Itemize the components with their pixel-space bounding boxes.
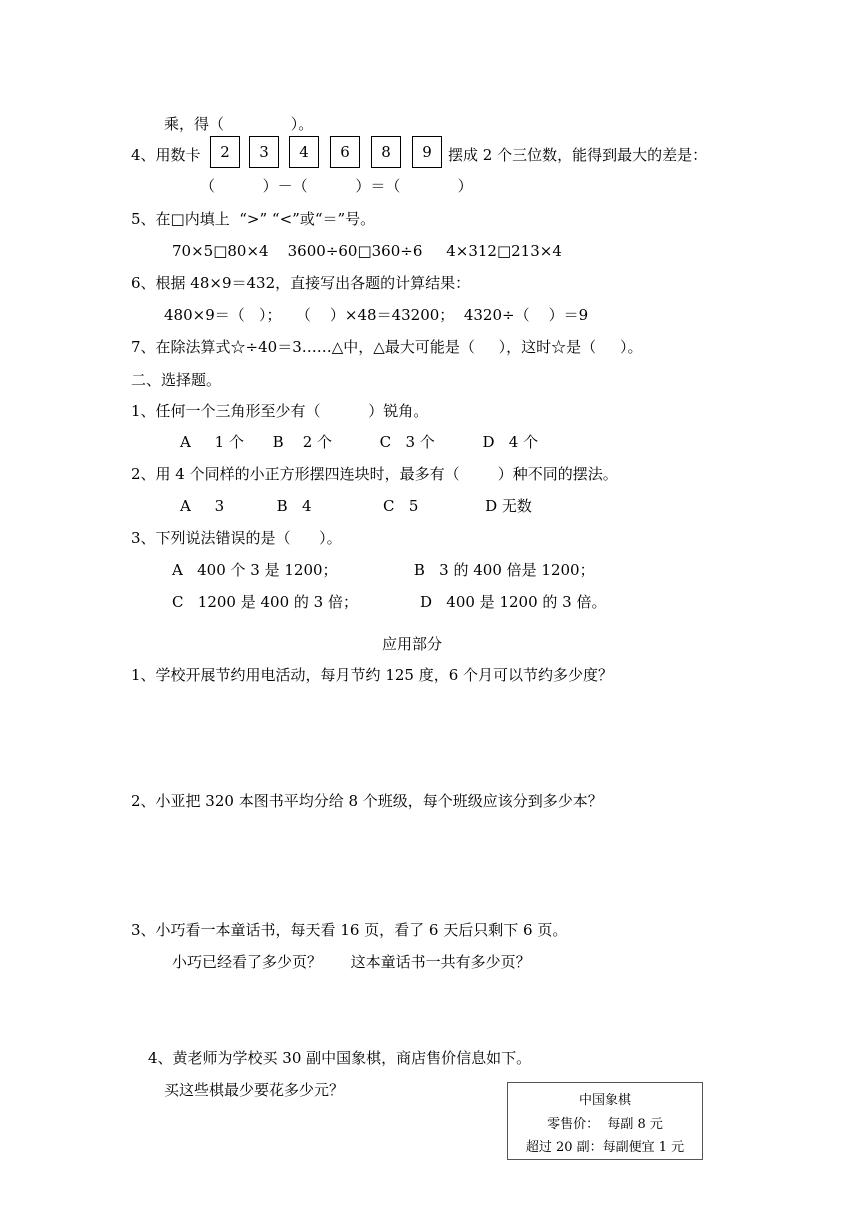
section-title-choice: 二、选择题。 xyxy=(131,371,222,389)
price-info-box xyxy=(507,1082,703,1160)
number-card: 4 xyxy=(289,136,319,168)
application-q4: 4、黄老师为学校买 30 副中国象棋，商店售价信息如下。 xyxy=(148,1049,532,1067)
number-card: 8 xyxy=(371,136,401,168)
choice-q1: 1、任何一个三角形至少有（ ）锐角。 xyxy=(131,402,429,420)
fill-q5-items: 70×5□80×4 3600÷60□360÷6 4×312□213×4 xyxy=(172,242,562,260)
price-box-retail: 零售价： 每副 8 元 xyxy=(547,1117,663,1132)
fill-q3-tail: 乘，得（ ）。 xyxy=(164,115,314,133)
choice-q2: 2、用 4 个同样的小正方形摆四连块时，最多有（ ）种不同的摆法。 xyxy=(131,465,618,483)
fill-q6-title: 6、根据 48×9＝432，直接写出各题的计算结果： xyxy=(131,274,471,292)
application-q3-sub: 小巧已经看了多少页？ 这本童话书一共有多少页？ xyxy=(172,953,531,971)
number-card: 6 xyxy=(330,136,360,168)
fill-q7: 7、在除法算式☆÷40＝3……△中，△最大可能是（ ），这时☆是（ ）。 xyxy=(131,338,643,356)
choice-q3-options-1: A 400 个 3 是 1200； B 3 的 400 倍是 1200； xyxy=(172,561,595,579)
price-box-title: 中国象棋 xyxy=(578,1093,631,1108)
price-box-discount: 超过 20 副：每副便宜 1 元 xyxy=(525,1140,685,1155)
fill-q6-items: 480×9＝（ ）； （ ）×48＝43200； 4320÷（ ）＝9 xyxy=(164,306,589,324)
fill-q5-title: 5、在□内填上 “>” “<”或“＝”号。 xyxy=(131,210,376,228)
choice-q1-options: A 1 个 B 2 个 C 3 个 D 4 个 xyxy=(180,433,539,451)
application-q2: 2、小亚把 320 本图书平均分给 8 个班级，每个班级应该分到多少本？ xyxy=(131,792,603,810)
choice-q3-options-2: C 1200 是 400 的 3 倍； D 400 是 1200 的 3 倍。 xyxy=(172,593,607,611)
number-card: 3 xyxy=(249,136,279,168)
fill-q4-answer: （ ）－（ ）＝（ ） xyxy=(200,177,473,195)
application-q3: 3、小巧看一本童话书，每天看 16 页，看了 6 天后只剩下 6 页。 xyxy=(131,921,568,939)
number-card: 9 xyxy=(412,136,442,168)
application-q1: 1、学校开展节约用电活动，每月节约 125 度，6 个月可以节约多少度？ xyxy=(131,666,614,684)
number-card: 2 xyxy=(210,136,240,168)
fill-q4-suffix: 摆成 2 个三位数，能得到最大的差是： xyxy=(448,146,708,164)
application-q4-sub: 买这些棋最少要花多少元？ xyxy=(164,1081,345,1099)
choice-q3: 3、下列说法错误的是（ ）。 xyxy=(131,529,342,547)
fill-q4-prefix: 4、用数卡 xyxy=(131,146,201,164)
choice-q2-options: A 3 B 4 C 5 D 无数 xyxy=(180,497,532,515)
section-title-application: 应用部分 xyxy=(382,635,443,653)
